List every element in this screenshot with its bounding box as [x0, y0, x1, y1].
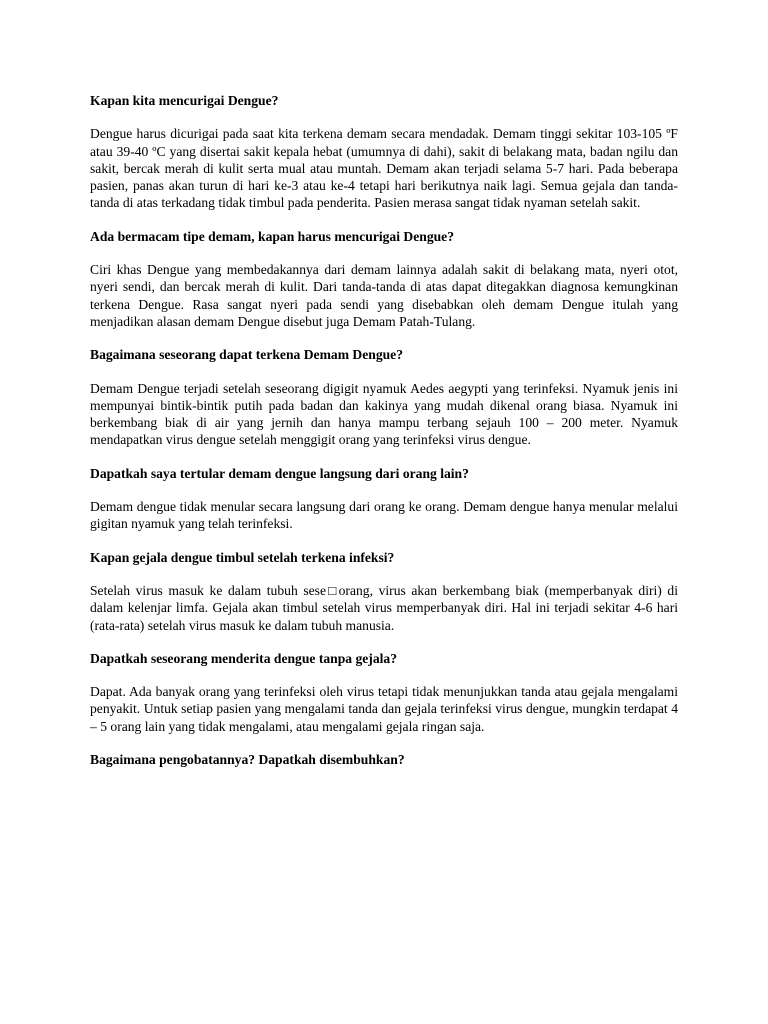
- section-dengue-suspicion: [90, 92, 678, 212]
- section-asymptomatic: [90, 650, 678, 735]
- section-paragraph: Demam dengue tidak menular secara langsung dari orang ke orang. Demam dengue hanya menular melalui gigitan nyamuk yang telah terinfeksi.: [90, 499, 678, 532]
- section-paragraph: Ciri khas Dengue yang membedakannya dari demam lainnya adalah sakit di belakang mata, nyeri otot, nyeri sendi, dan bercak merah di kulit. Dari tanda-tanda di atas dapat ditegakkan diagnosa kemungkinan terkena Dengue. Rasa sangat nyeri pada sendi yang disebabkan oleh demam Dengue itulah yang menjadikan alasan demam Dengue disebut juga Demam Patah-Tulang.: [90, 262, 678, 329]
- section-heading: Bagaimana pengobatannya? Dapatkah disembuhkan?: [90, 752, 405, 768]
- section-paragraph: Demam Dengue terjadi setelah seseorang digigit nyamuk Aedes aegypti yang terinfeksi. Nyamuk jenis ini mempunyai bintik-bintik putih pada badan dan kakinya yang mudah dikenal orang biasa. Nyamuk ini berkembang biak di air yang jernih dan hanya mampu terbang sejauh 100 – 200 meter. Nyamuk mendapatkan virus dengue setelah menggigit orang yang terinfeksi virus dengue.: [90, 380, 678, 448]
- section-paragraph: Dengue harus dicurigai pada saat kita terkena demam secara mendadak. Demam tinggi sekitar 103-105 ºF atau 39-40 ºC yang disertai sakit kepala hebat (umumnya di dahi), sakit di belakang mata, badan ngilu dan sakit, bercak merah di kulit serta mual atau muntah. Demam akan terjadi selama 5-7 hari. Pada beberapa pasien, panas akan turun di hari ke-3 atau ke-4 tetapi hari berikutnya naik lagi. Semua gejala dan tanda-tanda di atas terkadang tidak timbul pada penderita. Pasien merasa sangat tidak nyaman setelah sakit.: [90, 126, 678, 211]
- section-heading: Kapan gejala dengue timbul setelah terkena infeksi?: [90, 549, 395, 565]
- section-heading: Dapatkah saya tertular demam dengue langsung dari orang lain?: [90, 465, 469, 481]
- section-fever-types: [90, 228, 678, 330]
- document-page: [90, 92, 678, 784]
- section-person-to-person: [90, 465, 678, 533]
- section-paragraph: Dapat. Ada banyak orang yang terinfeksi oleh virus tetapi tidak menunjukkan tanda atau gejala mengalami penyakit. Untuk setiap pasien yang mengalami tanda dan gejala terinfeksi virus dengue, mungkin terdapat 4 – 5 orang lain yang tidak mengalami, atau mengalami gejala ringan saja.: [90, 684, 678, 734]
- section-heading: Ada bermacam tipe demam, kapan harus mencurigai Dengue?: [90, 228, 455, 244]
- section-transmission: [90, 346, 678, 448]
- section-heading: Bagaimana seseorang dapat terkena Demam Dengue?: [90, 347, 404, 363]
- section-heading: Dapatkah seseorang menderita dengue tanpa gejala?: [90, 650, 397, 666]
- section-treatment: [90, 751, 678, 768]
- section-heading: Kapan kita mencurigai Dengue?: [90, 93, 279, 108]
- section-paragraph: Setelah virus masuk ke dalam tubuh sese□orang, virus akan berkembang biak (memperbanyak diri) di dalam kelenjar limfa. Gejala akan timbul setelah virus memperbanyak diri. Hal ini terjadi sekitar 4-6 hari (rata-rata) setelah virus masuk ke dalam tubuh manusia.: [90, 582, 678, 633]
- section-symptom-onset: [90, 549, 678, 634]
